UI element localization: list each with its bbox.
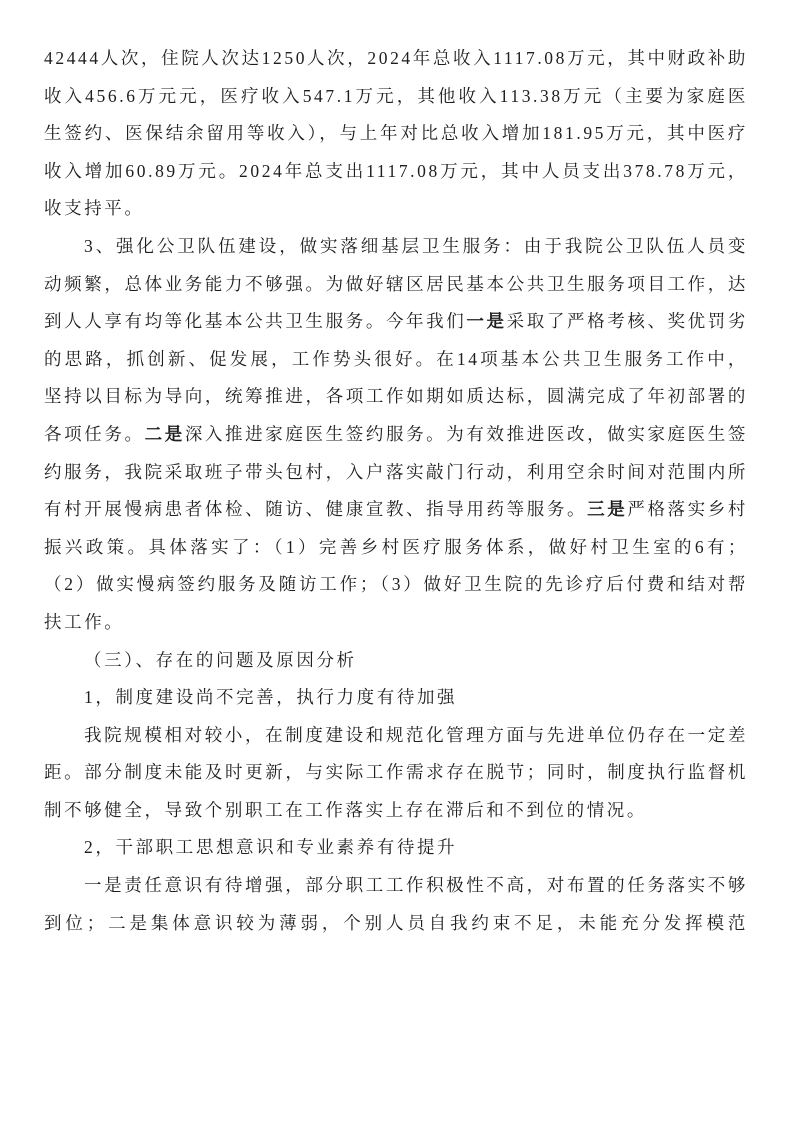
para-problem-2 bbox=[44, 867, 748, 942]
para-revenue-summary bbox=[44, 40, 748, 228]
text-run: 1，制度建设尚不完善，执行力度有待加强 bbox=[84, 687, 458, 708]
heading-section-three bbox=[44, 642, 748, 680]
heading-problem-2 bbox=[44, 829, 748, 867]
text-run: 2，干部职工思想意识和专业素养有待提升 bbox=[84, 837, 458, 858]
bold-emphasis-run: 二是 bbox=[144, 423, 185, 444]
para-problem-1 bbox=[44, 717, 748, 830]
text-run: 3、强化公卫队伍建设，做实落细基层卫生服务：由于我院公卫队伍人员变动频繁，总体业务能力不够强。为做好辖区居民基本公共卫生服务项目工作，达到人人享有均等化基本公共卫生服务。今年我们 bbox=[44, 235, 748, 332]
document-body bbox=[44, 40, 748, 942]
text-run: 一是责任意识有待增强，部分职工工作积极性不高，对布置的任务落实不够到位；二是集体意识较为薄弱，个别人员自我约束不足，未能充分发挥模范 bbox=[44, 875, 748, 933]
text-run: （三）、存在的问题及原因分析 bbox=[84, 649, 357, 670]
bold-emphasis-run: 三是 bbox=[587, 499, 628, 520]
para-public-health-team bbox=[44, 228, 748, 642]
text-run: 我院规模相对较小，在制度建设和规范化管理方面与先进单位仍存在一定差距。部分制度未能及时更新，与实际工作需求存在脱节；同时，制度执行监督机制不够健全，导致个别职工在工作落实上存在滞后和不到位的情况。 bbox=[44, 724, 748, 820]
text-run: 深入推进家庭医生签约服务。为有效推进医改，做实家庭医生签约服务，我院采取班子带头包村，入户落实敲门行动，利用空余时间对范围内所有村开展慢病患者体检、随访、健康宣教、指导用药等服务。 bbox=[44, 423, 748, 520]
text-run: 采取了严格考核、奖优罚劣的思路，抓创新、促发展，工作势头很好。在14项基本公共卫生服务工作中，坚持以目标为导向，统筹推进，各项工作如期如质达标，圆满完成了年初部署的各项任务。 bbox=[44, 311, 748, 444]
heading-problem-1 bbox=[44, 679, 748, 717]
text-run: 42444人次，住院人次达1250人次，2024年总收入1117.08万元，其中财政补助收入456.6万元元，医疗收入547.1万元，其他收入113.38万元（主要为家庭医生签约、医保结余留用等收入），与上年对比总收入增加181.95万元，其中医疗收入增加60.89万元。2024年总支出1117.08万元，其中人员支出378.78万元，收支持平。 bbox=[44, 48, 748, 219]
bold-emphasis-run: 一是 bbox=[466, 311, 507, 332]
text-run: 严格落实乡村振兴政策。具体落实了：（1）完善乡村医疗服务体系，做好村卫生室的6有；（2）做实慢病签约服务及随访工作；（3）做好卫生院的先诊疗后付费和结对帮扶工作。 bbox=[44, 499, 748, 632]
